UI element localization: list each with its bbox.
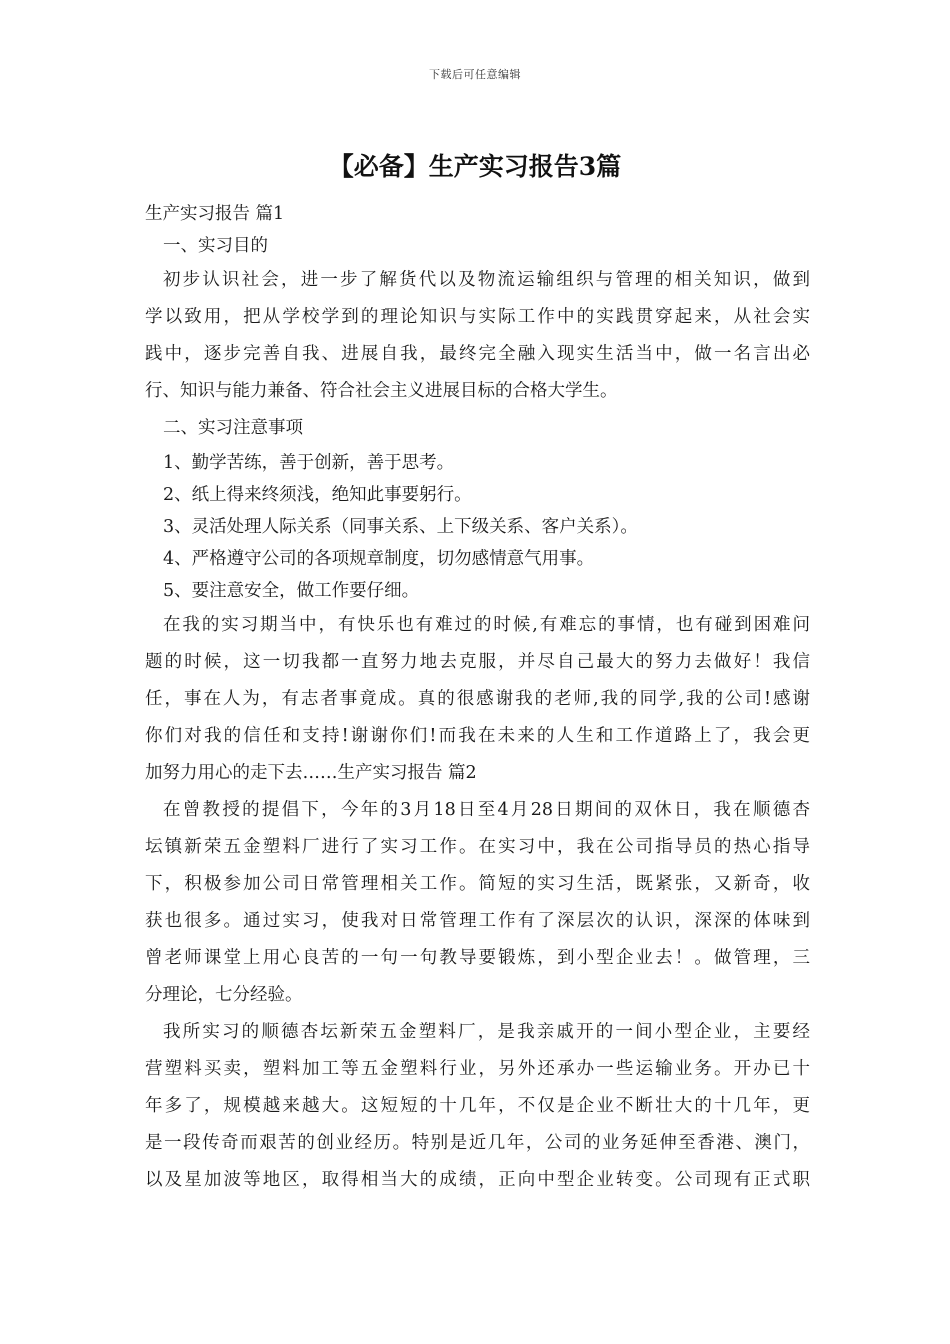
text-line: 年多了，规模越来越大。这短短的十几年，不仅是企业不断壮大的十几年，更 <box>145 1096 810 1116</box>
text-line: 在我的实习期当中，有快乐也有难过的时候,有难忘的事情，也有碰到困难问 <box>163 615 810 635</box>
text-line: 下，积极参加公司日常管理相关工作。简短的实习生活，既紧张，又新奇，收 <box>145 874 810 894</box>
text-line: 二、实习注意事项 <box>163 418 303 438</box>
text-line: 3、灵活处理人际关系（同事关系、上下级关系、客户关系）。 <box>163 517 638 537</box>
text-line: 学以致用，把从学校学到的理论知识与实际工作中的实践贯穿起来，从社会实 <box>145 307 810 327</box>
text-line: 行、知识与能力兼备、符合社会主义进展目标的合格大学生。 <box>145 381 618 401</box>
text-line: 以及星加波等地区，取得相当大的成绩，正向中型企业转变。公司现有正式职 <box>145 1170 810 1190</box>
text-line: 1、勤学苦练，善于创新，善于思考。 <box>163 453 455 473</box>
text-line: 践中，逐步完善自我、进展自我，最终完全融入现实生活当中，做一名言出必 <box>145 344 810 364</box>
text-line: 获也很多。通过实习，使我对日常管理工作有了深层次的认识，深深的体味到 <box>145 911 810 931</box>
text-line: 4、严格遵守公司的各项规章制度，切勿感情意气用事。 <box>163 549 595 569</box>
document-title: 【必备】生产实习报告3篇 <box>328 152 622 181</box>
text-line: 初步认识社会，进一步了解货代以及物流运输组织与管理的相关知识，做到 <box>163 270 810 290</box>
text-line: 我所实习的顺德杏坛新荣五金塑料厂，是我亲戚开的一间小型企业，主要经 <box>163 1022 810 1042</box>
header-note: 下载后可任意编辑 <box>429 68 521 81</box>
text-line: 是一段传奇而艰苦的创业经历。特别是近几年，公司的业务延伸至香港、澳门， <box>145 1133 810 1153</box>
text-line: 加努力用心的走下去……生产实习报告 篇2 <box>145 763 477 783</box>
text-line: 生产实习报告 篇1 <box>145 204 285 224</box>
text-line: 一、实习目的 <box>163 236 268 256</box>
text-line: 任，事在人为，有志者事竟成。真的很感谢我的老师,我的同学,我的公司!感谢 <box>145 689 810 709</box>
text-line: 你们对我的信任和支持!谢谢你们!而我在未来的人生和工作道路上了，我会更 <box>145 726 810 746</box>
text-line: 分理论，七分经验。 <box>145 985 303 1005</box>
text-line: 坛镇新荣五金塑料厂进行了实习工作。在实习中，我在公司指导员的热心指导 <box>145 837 810 857</box>
text-line: 5、要注意安全，做工作要仔细。 <box>163 581 420 601</box>
text-line: 题的时候，这一切我都一直努力地去克服，并尽自己最大的努力去做好！我信 <box>145 652 810 672</box>
text-line: 营塑料买卖，塑料加工等五金塑料行业，另外还承办一些运输业务。开办已十 <box>145 1059 810 1079</box>
text-line: 2、纸上得来终须浅，绝知此事要躬行。 <box>163 485 472 505</box>
document-body <box>145 198 810 1199</box>
text-line: 在曾教授的提倡下，今年的3月18日至4月28日期间的双休日，我在顺德杏 <box>163 800 810 820</box>
text-line: 曾老师课堂上用心良苦的一句一句教导要锻炼，到小型企业去！。做管理，三 <box>145 948 810 968</box>
